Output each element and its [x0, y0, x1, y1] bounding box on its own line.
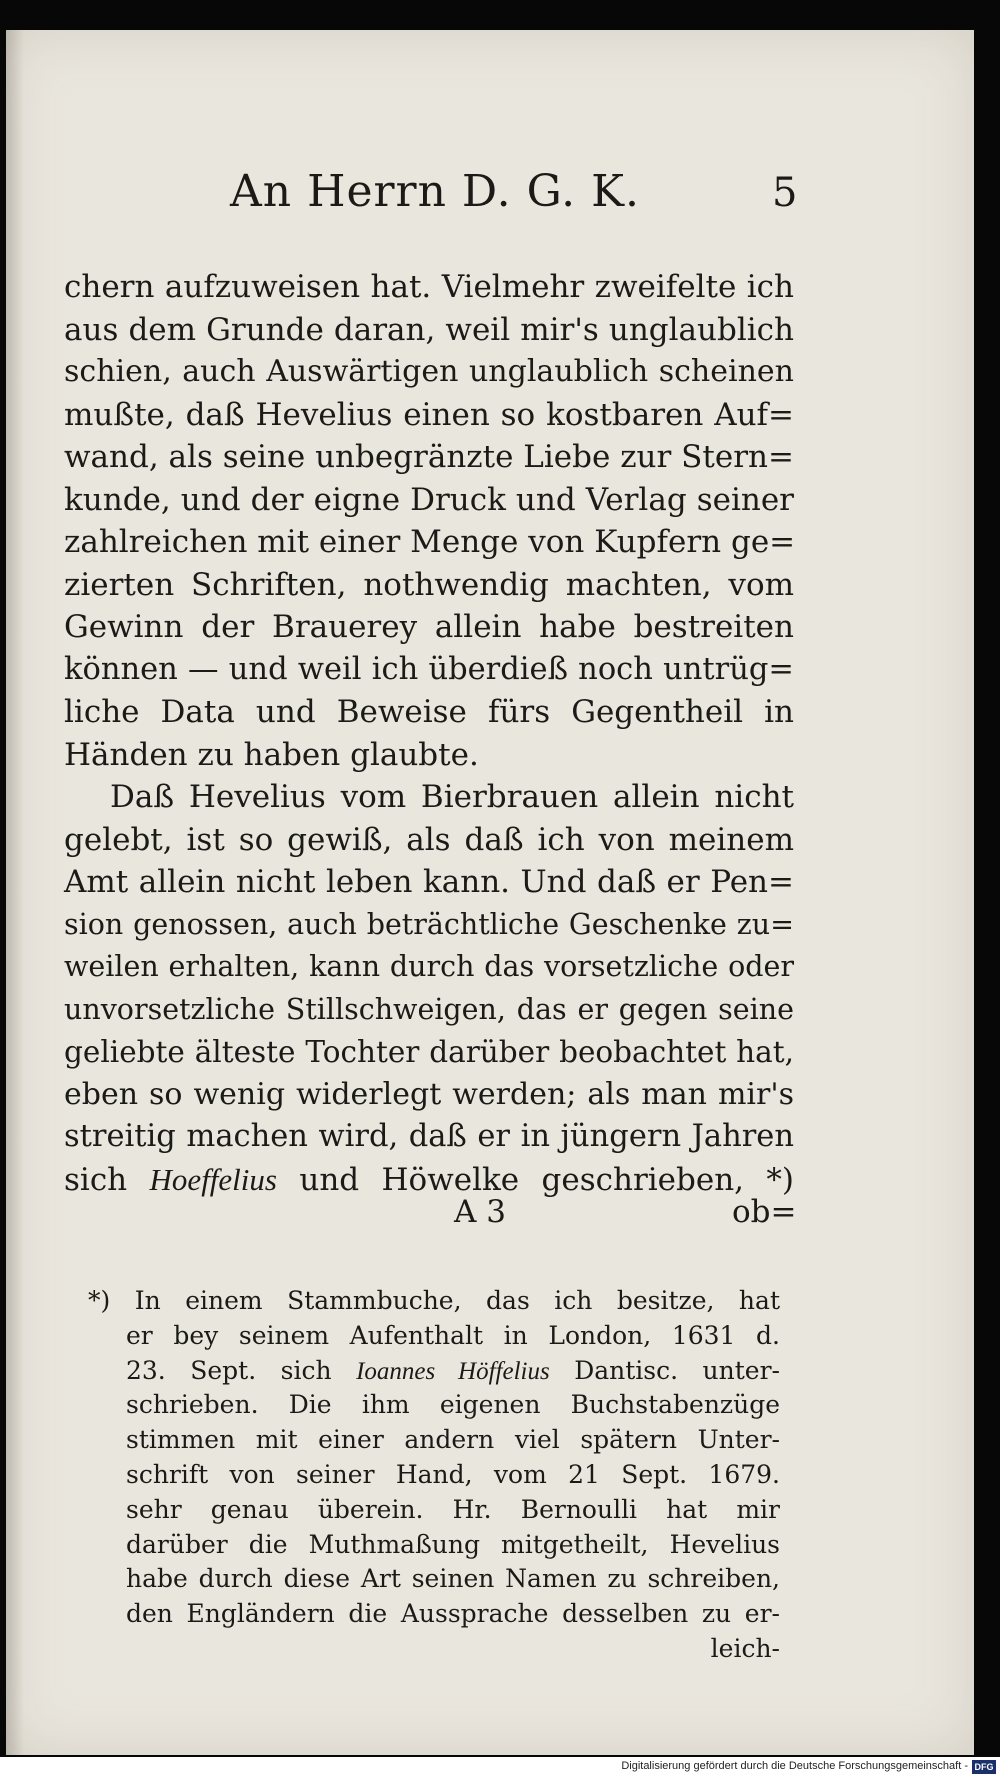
- footnote-catchword: leich-: [710, 1633, 780, 1663]
- footnote-line: sehr genau überein. Hr. Bernoulli hat mir: [126, 1494, 780, 1524]
- text-line: liche Data und Beweise fürs Gegentheil in: [64, 694, 794, 730]
- text-line: sion genossen, auch beträchtliche Geschenke zu=: [64, 907, 794, 941]
- text-line: schien, auch Auswärtigen unglaublich scheinen: [64, 354, 794, 389]
- running-title: An Herrn D. G. K.: [230, 166, 640, 217]
- catchline: [64, 1190, 797, 1240]
- italic-name: Ioannes Höffelius: [356, 1357, 550, 1385]
- text-line: geliebte älteste Tochter darüber beobachtet hat,: [64, 1035, 794, 1069]
- text-fragment: Dantisc. unter-: [574, 1355, 781, 1385]
- footnote-line: er bey seinem Aufenthalt in London, 1631 d.: [126, 1320, 780, 1350]
- footnote-line: habe durch diese Art seinen Namen zu schreiben,: [126, 1564, 780, 1594]
- footer-credit: Digitalisierung gefördert durch die Deutsche Forschungsgemeinschaft -: [621, 1760, 968, 1772]
- body-text: [64, 266, 794, 1201]
- text-line: Amt allein nicht leben kann. Und daß er Pen=: [64, 864, 794, 900]
- footnote: [88, 1284, 780, 1667]
- catchword: ob=: [732, 1194, 797, 1230]
- text-line: kunde, und der eigne Druck und Verlag seiner: [64, 481, 794, 518]
- text-line: Händen zu haben glaubte.: [64, 736, 479, 773]
- text-line: aus dem Grunde daran, weil mir's unglaublich: [64, 311, 794, 348]
- text-line: können — und weil ich überdieß noch untrüg=: [64, 651, 794, 687]
- text-line: Gewinn der Brauerey allein habe bestreiten: [64, 609, 794, 645]
- dfg-logo-icon: DFG: [972, 1760, 996, 1774]
- footnote-line: darüber die Muthmaßung mitgetheilt, Hevelius: [126, 1529, 780, 1559]
- footnote-line: stimmen mit einer andern viel spätern Unter-: [126, 1425, 780, 1455]
- text-fragment: sich: [64, 1161, 128, 1198]
- text-line: streitig machen wird, daß er in jüngern Jahren: [64, 1119, 794, 1154]
- text-line: zierten Schriften, nothwendig machten, vom: [64, 566, 794, 603]
- text-line: eben so wenig widerlegt werden; als man mir's: [64, 1076, 794, 1112]
- footnote-line: den Engländern die Aussprache desselben zu er-: [126, 1599, 780, 1629]
- text-line: chern aufzuweisen hat. Vielmehr zweifelte ich: [64, 269, 794, 305]
- footnote-line: schrieben. Die ihm eigenen Buchstabenzüge: [126, 1390, 780, 1420]
- text-line: zahlreichen mit einer Menge von Kupfern ge=: [64, 524, 796, 560]
- page-spine-shadow: [6, 30, 24, 1755]
- page-number: 5: [772, 170, 798, 216]
- text-line: weilen erhalten, kann durch das vorsetzliche oder: [64, 950, 794, 983]
- footnote-line-with-italic: [88, 1354, 780, 1389]
- book-page: [6, 30, 974, 1755]
- text-line: wand, als seine unbegränzte Liebe zur Stern=: [64, 439, 794, 475]
- footnote-line: *) In einem Stammbuche, das ich besitze, hat: [88, 1286, 780, 1315]
- running-head: [6, 150, 974, 230]
- text-line: gelebt, ist so gewiß, als daß ich von meinem: [64, 821, 794, 858]
- text-line: Daß Hevelius vom Bierbrauen allein nicht: [110, 779, 794, 815]
- signature-mark: A 3: [454, 1194, 506, 1230]
- text-fragment: 23. Sept. sich: [126, 1355, 332, 1385]
- footnote-line: schrift von seiner Hand, vom 21 Sept. 1679.: [126, 1459, 780, 1489]
- text-line: mußte, daß Hevelius einen so kostbaren Auf=: [64, 396, 794, 433]
- italic-name: Hoeffelius: [149, 1161, 277, 1197]
- text-fragment: und Höwelke geschrieben, *): [299, 1161, 795, 1198]
- text-line: unvorsetzliche Stillschweigen, das er gegen seine: [64, 992, 794, 1026]
- digitization-footer: [0, 1757, 1000, 1777]
